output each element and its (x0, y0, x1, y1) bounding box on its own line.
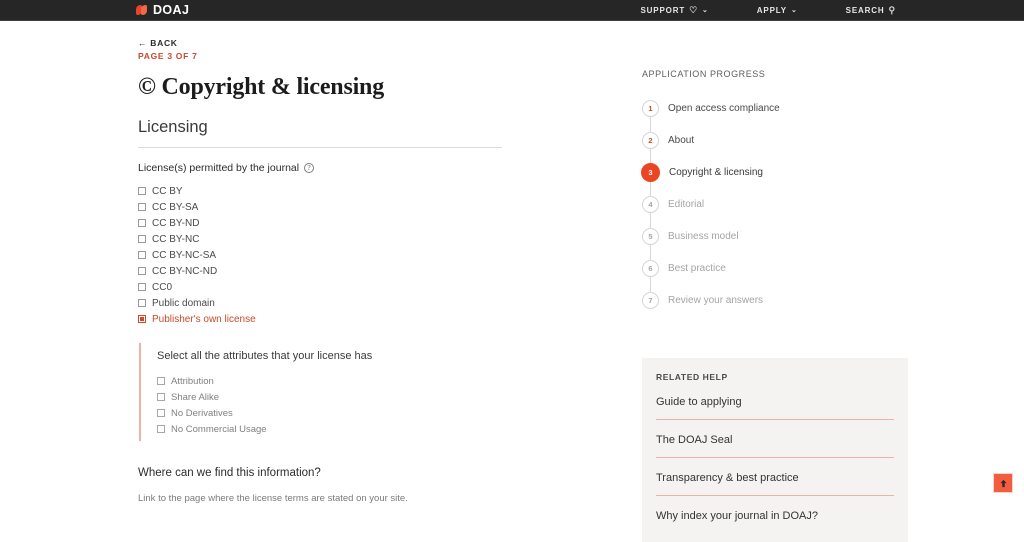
progress-step-label: Best practice (668, 262, 726, 274)
progress-step-number: 1 (642, 100, 659, 117)
progress-step[interactable] (642, 124, 922, 156)
license-attributes-block (139, 343, 518, 441)
checkbox-icon[interactable] (157, 393, 165, 401)
application-progress-heading: APPLICATION PROGRESS (642, 69, 766, 79)
progress-step-label: Open access compliance (668, 102, 780, 114)
license-checkbox-row[interactable] (138, 279, 518, 295)
license-checkbox-label: CC BY-ND (152, 217, 200, 229)
chevron-down-icon: ⌄ (790, 6, 798, 14)
checkbox-icon[interactable] (138, 299, 146, 307)
nav-label-support: SUPPORT (640, 5, 686, 15)
progress-step-number: 7 (642, 292, 659, 309)
attributes-checkbox-group (157, 373, 518, 437)
license-checkbox-row[interactable] (138, 311, 518, 327)
license-checkbox-label: CC BY-NC (152, 233, 200, 245)
nav-item-search[interactable] (846, 6, 896, 15)
page-title: © Copyright & licensing (138, 74, 385, 100)
checkbox-icon[interactable] (138, 219, 146, 227)
help-circle-icon[interactable]: ? (304, 163, 314, 173)
arrow-up-icon (999, 479, 1008, 488)
license-checkbox-label: CC BY-NC-ND (152, 265, 218, 277)
license-checkbox-label: CC BY (152, 185, 183, 197)
checkbox-icon[interactable] (138, 235, 146, 243)
back-link[interactable]: ← BACK (138, 38, 178, 48)
application-progress-list (642, 92, 922, 316)
attribute-checkbox-label: Share Alike (171, 391, 220, 403)
progress-step[interactable] (642, 156, 922, 188)
checkbox-icon[interactable] (138, 267, 146, 275)
nav-label-search: SEARCH (845, 5, 885, 15)
progress-step[interactable] (642, 220, 922, 252)
doaj-wordmark: DOAJ (153, 3, 190, 17)
license-checkbox-row[interactable] (138, 199, 518, 215)
page-counter: PAGE 3 OF 7 (138, 51, 198, 61)
main-column (138, 21, 518, 504)
checkbox-icon[interactable] (157, 377, 165, 385)
checkbox-icon[interactable] (138, 187, 146, 195)
checkbox-icon[interactable] (138, 283, 146, 291)
checkbox-icon[interactable] (157, 409, 165, 417)
nav-item-apply[interactable] (757, 6, 798, 15)
progress-step[interactable] (642, 188, 922, 220)
nav-item-support[interactable] (640, 6, 708, 15)
progress-step-number: 2 (642, 132, 659, 149)
license-checkbox-row[interactable] (138, 247, 518, 263)
checkbox-icon[interactable] (138, 315, 146, 323)
page-body (0, 21, 1024, 522)
related-help-heading: RELATED HELP (656, 372, 728, 382)
checkbox-icon[interactable] (157, 425, 165, 433)
progress-step-number: 3 (641, 163, 660, 182)
license-field-label (138, 162, 518, 174)
heart-icon: ♡ (689, 4, 699, 15)
doaj-leaf-icon (136, 4, 149, 16)
progress-step[interactable] (642, 92, 922, 124)
license-checkbox-label: Publisher's own license (152, 313, 256, 325)
scroll-to-top-button[interactable] (993, 473, 1013, 493)
related-help-link[interactable]: Guide to applying (656, 382, 894, 420)
license-checkbox-label: CC BY-SA (152, 201, 199, 213)
license-checkbox-group (138, 183, 518, 327)
attribute-checkbox-row[interactable] (157, 421, 518, 437)
license-checkbox-row[interactable] (138, 263, 518, 279)
progress-step-number: 5 (642, 228, 659, 245)
doaj-logo[interactable] (136, 3, 189, 17)
license-checkbox-row[interactable] (138, 295, 518, 311)
related-help-link[interactable]: Why index your journal in DOAJ? (656, 510, 819, 522)
progress-step-label: Business model (668, 230, 739, 242)
section-divider (138, 147, 502, 148)
sidebar-column (642, 21, 922, 542)
progress-step-number: 6 (642, 260, 659, 277)
primary-nav (640, 6, 896, 15)
related-help-link[interactable]: The DOAJ Seal (656, 420, 894, 458)
nav-label-apply: APPLY (756, 5, 787, 15)
attribute-checkbox-row[interactable] (157, 389, 518, 405)
progress-step-label: Review your answers (668, 294, 764, 306)
attribute-checkbox-label: Attribution (171, 375, 214, 387)
find-information-title: Where can we find this information? (138, 467, 321, 479)
license-checkbox-label: CC0 (152, 281, 173, 293)
top-navigation-bar (0, 0, 1024, 21)
attribute-checkbox-row[interactable] (157, 405, 518, 421)
license-checkbox-row[interactable] (138, 231, 518, 247)
license-checkbox-label: Public domain (152, 297, 215, 309)
progress-step-number: 4 (642, 196, 659, 213)
checkbox-icon[interactable] (138, 203, 146, 211)
attribute-checkbox-label: No Commercial Usage (171, 423, 267, 435)
license-checkbox-row[interactable] (138, 183, 518, 199)
attribute-checkbox-row[interactable] (157, 373, 518, 389)
section-title: Licensing (138, 118, 208, 136)
attribute-checkbox-label: No Derivatives (171, 407, 233, 419)
checkbox-icon[interactable] (138, 251, 146, 259)
progress-step-label: Copyright & licensing (669, 166, 763, 178)
progress-step[interactable] (642, 284, 922, 316)
related-help-link[interactable]: Transparency & best practice (656, 458, 894, 496)
chevron-down-icon: ⌄ (702, 6, 709, 14)
search-icon: ⚲ (888, 4, 896, 15)
find-information-subtext: Link to the page where the license terms are stated on your site. (138, 493, 408, 504)
progress-step-label: About (668, 134, 695, 146)
related-help-box (642, 358, 908, 542)
license-checkbox-row[interactable] (138, 215, 518, 231)
attributes-title: Select all the attributes that your license has (157, 350, 373, 362)
progress-step-label: Editorial (668, 198, 705, 210)
license-checkbox-label: CC BY-NC-SA (152, 249, 217, 261)
license-field-label-text: License(s) permitted by the journal (138, 162, 300, 174)
progress-step[interactable] (642, 252, 922, 284)
